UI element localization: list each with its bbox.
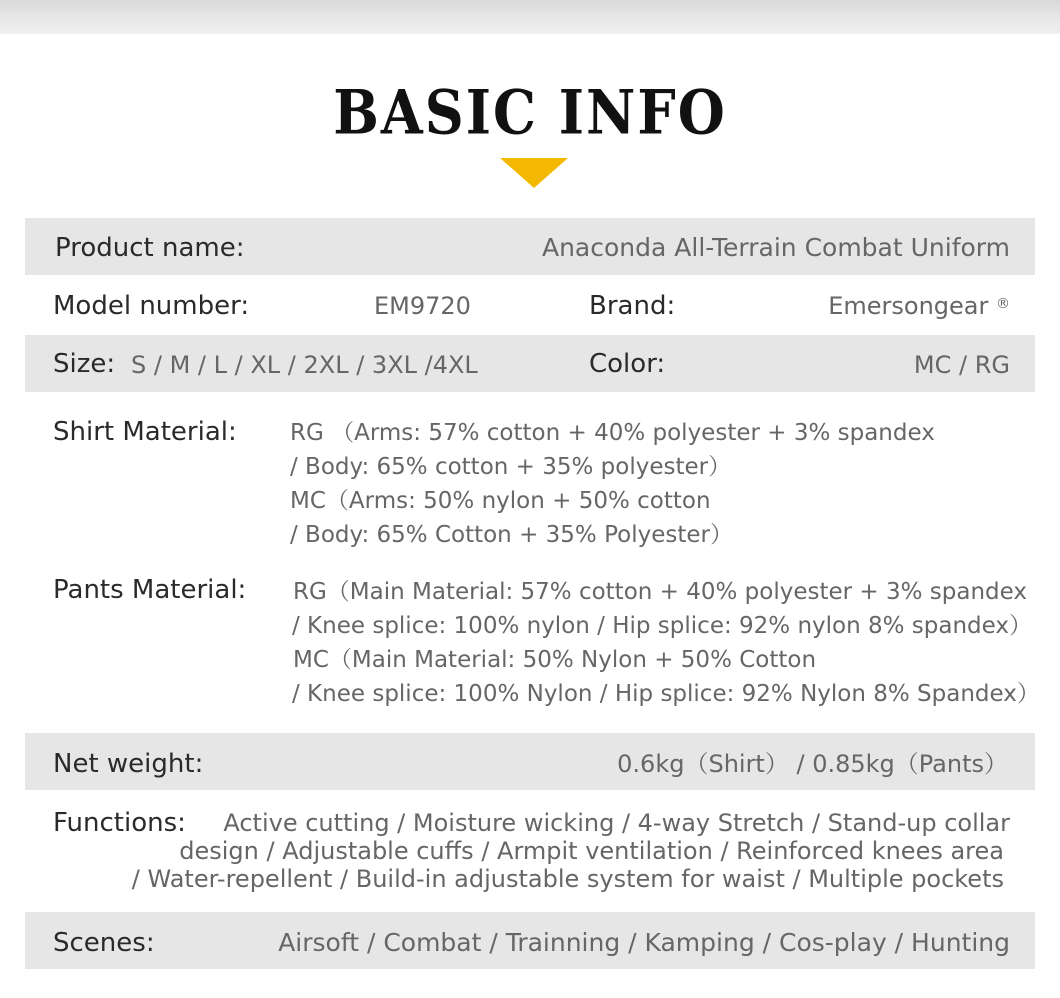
brand-name: Emersongear [828,292,989,320]
net-weight-label: Net weight: [53,749,204,779]
pants-material-line: / Knee splice: 100% nylon / Hip splice: 92% nylon 8% spandex） [292,613,1033,639]
functions-line: / Water-repellent / Build-in adjustable system for waist / Multiple pockets [131,865,1004,893]
down-arrow-icon [500,158,568,188]
section-title: BASIC INFO [333,76,727,148]
registered-mark: ® [996,296,1010,312]
model-number-value: EM9720 [374,292,471,320]
color-label: Color: [589,349,666,379]
top-texture-strip [0,0,1060,34]
net-weight-value: 0.6kg（Shirt） / 0.85kg（Pants） [617,750,1008,778]
pants-material-line: MC（Main Material: 50% Nylon + 50% Cotton [293,647,817,673]
color-value: MC / RG [913,351,1010,379]
functions-label: Functions: [53,808,186,838]
shirt-material-line: RG （Arms: 57% cotton + 40% polyester + 3% spandex [290,420,935,446]
functions-line: Active cutting / Moisture wicking / 4-way Stretch / Stand-up collar [223,809,1010,837]
pants-material-line: / Knee splice: 100% Nylon / Hip splice: 92% Nylon 8% Spandex） [292,681,1040,707]
shirt-material-label: Shirt Material: [53,417,237,447]
scenes-label: Scenes: [53,928,155,958]
shirt-material-line: / Body: 65% Cotton + 35% Polyester） [290,522,733,548]
product-name-label: Product name: [55,233,245,263]
brand-label: Brand: [589,291,676,321]
functions-line: design / Adjustable cuffs / Armpit ventilation / Reinforced knees area [179,837,1004,865]
scenes-value: Airsoft / Combat / Trainning / Kamping / Cos-play / Hunting [278,928,1010,957]
pants-material-line: RG（Main Material: 57% cotton + 40% polyester + 3% spandex [293,579,1028,605]
shirt-material-line: / Body: 65% cotton + 35% polyester） [290,454,732,480]
brand-value [828,291,1010,321]
size-label: Size: [53,349,116,379]
size-value: S / M / L / XL / 2XL / 3XL /4XL [131,351,478,379]
product-name-value: Anaconda All-Terrain Combat Uniform [541,233,1010,262]
pants-material-label: Pants Material: [53,575,247,605]
model-number-label: Model number: [53,291,250,321]
shirt-material-line: MC（Arms: 50% nylon + 50% cotton [290,488,711,514]
